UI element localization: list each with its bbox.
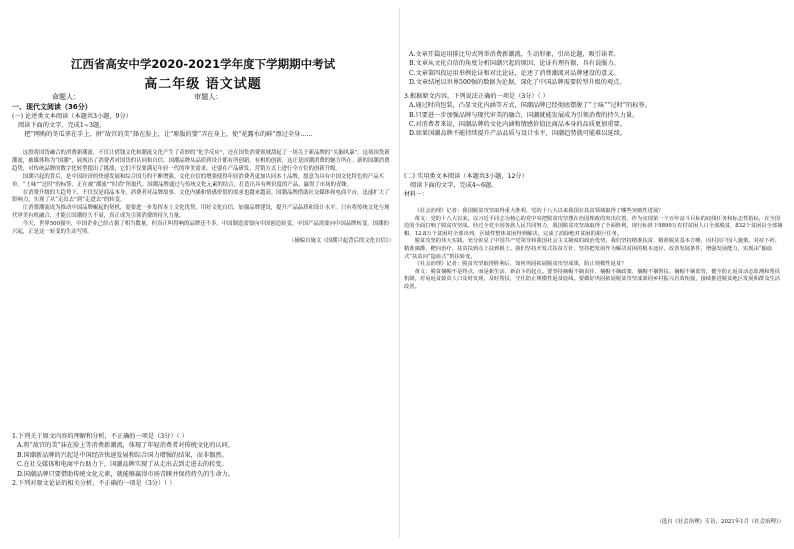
question-3-option-a: A.通过时尚包装，凸显文化内涵等方式，国潮品牌已经彻底摆脱了“土味”“过时”的标签。 (409, 102, 651, 110)
part-1-title: (一) 论述类文本阅读（本题共3小题，9分） (12, 113, 132, 120)
question-3-option-d: D.如果国潮品牌不能持续提升产品品质与设计水平，国潮趋势就可能难以延续。 (409, 130, 627, 138)
question-3-stem: 3.根据原文内容，下列说法正确的一项是（3分）（ ） (404, 93, 549, 100)
material-source-text: （选自《社会治理》专访，2021年1月《社会治理》） (656, 519, 784, 525)
article-body (12, 150, 394, 245)
question-3-option-c: C.对消费者来说，国潮品牌的文化内涵和情感价值比商品本身的品质更加重要。 (409, 121, 626, 129)
question-1 (12, 432, 394, 488)
column-divider (399, 8, 400, 538)
article-paragraph: 让消费潮流成为推动中国品牌崛起的契机，需要进一步发挥本土文化优势，用好文化自信，加强品牌建设，提升产品品质和设计水平。只有将传统文化与现代审美有机融合，才能让国潮经久不衰，真正成为引领消费的持久力量。 (12, 205, 390, 220)
exam-subtitle: 高二年级 语文试题 (144, 77, 262, 92)
part-2-title: (二) 实用类文本阅读（本题共3小题，12分） (404, 173, 528, 180)
section-title: 一、现代文阅读（36分） (12, 103, 92, 111)
part-1-instruction: 阅读下面的文字，完成1~3题。 (18, 122, 106, 130)
question-1-stem: 1.下列关于原文内容的理解和分析，不正确的一项是（3分）（ ） (12, 433, 188, 440)
question-2-option-d: D.文章结尾以世界500强的数据为论据，深化了中国品牌需要转型升级的观点。 (409, 79, 626, 87)
author-line (52, 92, 372, 102)
reviewer-label: 审题人： (194, 93, 223, 101)
right-column (404, 0, 784, 549)
material-paragraph: 黄文：脱贫摘帽不是终点，而是新生活、新奋斗的起点。要坚持摘帽不摘责任、摘帽不摘政策、摘帽不摘帮扶、摘帽不摘监管，健全防止返贫动态监测和帮扶机制，对易返贫致贫人口及时发现、及时帮扶，守住防止规模性返贫底线。要做好巩固拓展脱贫攻坚成果同乡村振兴有效衔接，接续推进脱贫地区发展和群众生活改善。 (404, 268, 781, 290)
question-2-options (404, 50, 784, 88)
material-paragraph: 《社会治理》记者：脱贫攻坚取得胜利后，如何巩固拓展脱贫攻坚成果，防止规模性返贫？ (414, 261, 627, 268)
article-paragraph: 今天，世界500强中，中国企业已经占据了相当数量，但真正叫得响的品牌还不多。中国制造需要向中国创造转变，中国产品需要向中国品牌转变。国潮的兴起，正是这一转变的生动写照。 (12, 221, 389, 236)
exam-title: 江西省高安中学2020-2021学年度下学期期中考试 (70, 57, 336, 71)
question-3-option-b: B.只要进一步加强品牌与现代审美的融合，国潮就能发展成为引领消费的持久力量。 (409, 111, 639, 119)
question-1-option-a: A.将“故宫的美”抹在脸上等消费新潮流，体现了年轻消费者对传统文化的认同。 (17, 442, 234, 450)
question-2-option-a: A.文章开篇运用排比句式列举消费新潮流，生动形象，引出论题，吸引读者。 (409, 51, 620, 58)
part-2-instruction: 阅读下面的文字，完成4~6题。 (410, 182, 498, 190)
left-column (12, 0, 394, 549)
author-label: 命题人： (52, 93, 80, 101)
part-2-header (404, 172, 784, 199)
section-1-header (12, 102, 394, 140)
article-paragraph: 国潮兴起的背后，是中国经济的快速发展和综合国力的不断增强。文化自信的增强使得年轻消费者更加认同本土品牌，愿意为具有中国文化特色的产品买单。“土味”“过时”的标签，正在被“潮流”“时尚”所取代。国潮品牌通过与传统文化元素的结合，打造出具有辨识度的产品，赢得了市场的青睐。 (12, 173, 384, 188)
question-2-option-c: C.文章第四段运用举例论证和对比论证，论述了消费潮流对品牌建设的意义。 (409, 69, 620, 77)
question-1-option-c: C.在社交媒体和电商平台助力下，国潮品牌实现了从走出去到走进去的转变。 (17, 461, 228, 469)
question-1-option-d: D.国潮品牌只要借助传统文化元素，就能够赢得市场青睐并保持持久的生命力。 (17, 470, 235, 478)
article-paragraph: 在消费升级的大趋势下，不仅仅是商品本身，消费者对品牌故事、文化内涵和情感价值的需求也越来越高。国潮品牌借助社交媒体和电商平台，迅速扩大了影响力，实现了从“走出去”到“走进去”的转变。 (12, 189, 390, 204)
material-paragraph: 脱贫攻坚的伟大实践，充分彰显了中国共产党领导和我国社会主义制度的政治优势。我们坚持精准扶贫、精准脱贫基本方略，因村因户因人施策，对症下药、精准滴灌、靶向治疗，扶贫扶到点上扶到根上。我们坚持开发式扶贫方针，坚持把发展作为解决贫困的根本途径，改善发展条件，增强发展能力，实现由“输血式”扶贫向“造血式”帮扶转变。 (404, 238, 781, 260)
question-3 (404, 92, 784, 139)
article-source: （摘编自施文《国潮兴起背后的文化自信》） (288, 237, 394, 244)
question-1-option-b: B.国潮新品牌的兴起是中国经济快速发展和综合国力增强的结果，而非偶然。 (17, 451, 228, 459)
material-body (404, 208, 784, 292)
material-label: 材料一： (404, 191, 429, 199)
question-2-option-b: B.文章从文化自信的角度分析国潮兴起的原因，论证有理有据，具有说服力。 (409, 60, 620, 68)
material-paragraph: 黄文：党的十八大以来，以习近平同志为核心的党中央把脱贫攻坚摆在治国理政的突出位置，作为实现第一个百年奋斗目标的底线任务和标志性指标，在全国范围全面打响了脱贫攻坚战。经过全党全国各族人民共同努力，我国脱贫攻坚战取得了全面胜利，现行标准下9899万农村贫困人口全部脱贫，832个贫困县全部摘帽，12.8万个贫困村全部出列，区域性整体贫困得到解决，完成了消除绝对贫困的艰巨任务。 (404, 215, 783, 237)
article-paragraph: 这股将国货融合的消费新潮流，不仅让借钱文化和潮流文化产生了奇妙的“化学反应”，还在国货消费领域刮起了一场关于新品牌的“头脑风暴”。这场国货新潮流，被媒体称为“国潮”，展现出了消费者对国货的认同和自信。国潮品牌从品质到设计都有所创新，有相的创新，这正是国潮消费的魅力所在。新的国潮消费趋势，对传统品牌的数字化转型提出了挑战，它们不仅要满足年轻一代的审美需求，还要在产品研发、营销方式上进行全方位的创新升级。 (12, 150, 390, 172)
material-source (404, 518, 784, 526)
epigraph: 把“网购的冬瓜拿在手上，拼“故宫的美”择在脸上，让“原版的婴”弄在身上，使“花露水的鲜”漂过全身…… (24, 131, 313, 139)
material-paragraph: 《社会治理》记者：我国脱贫攻坚取得重大胜利，党的十八大以来我国在扶贫领域取得了哪些突破性进展？ (414, 208, 664, 214)
question-2-stem: 2.下列对原文论证的相关分析，不正确的一项是（3分）（ ） (12, 480, 176, 488)
